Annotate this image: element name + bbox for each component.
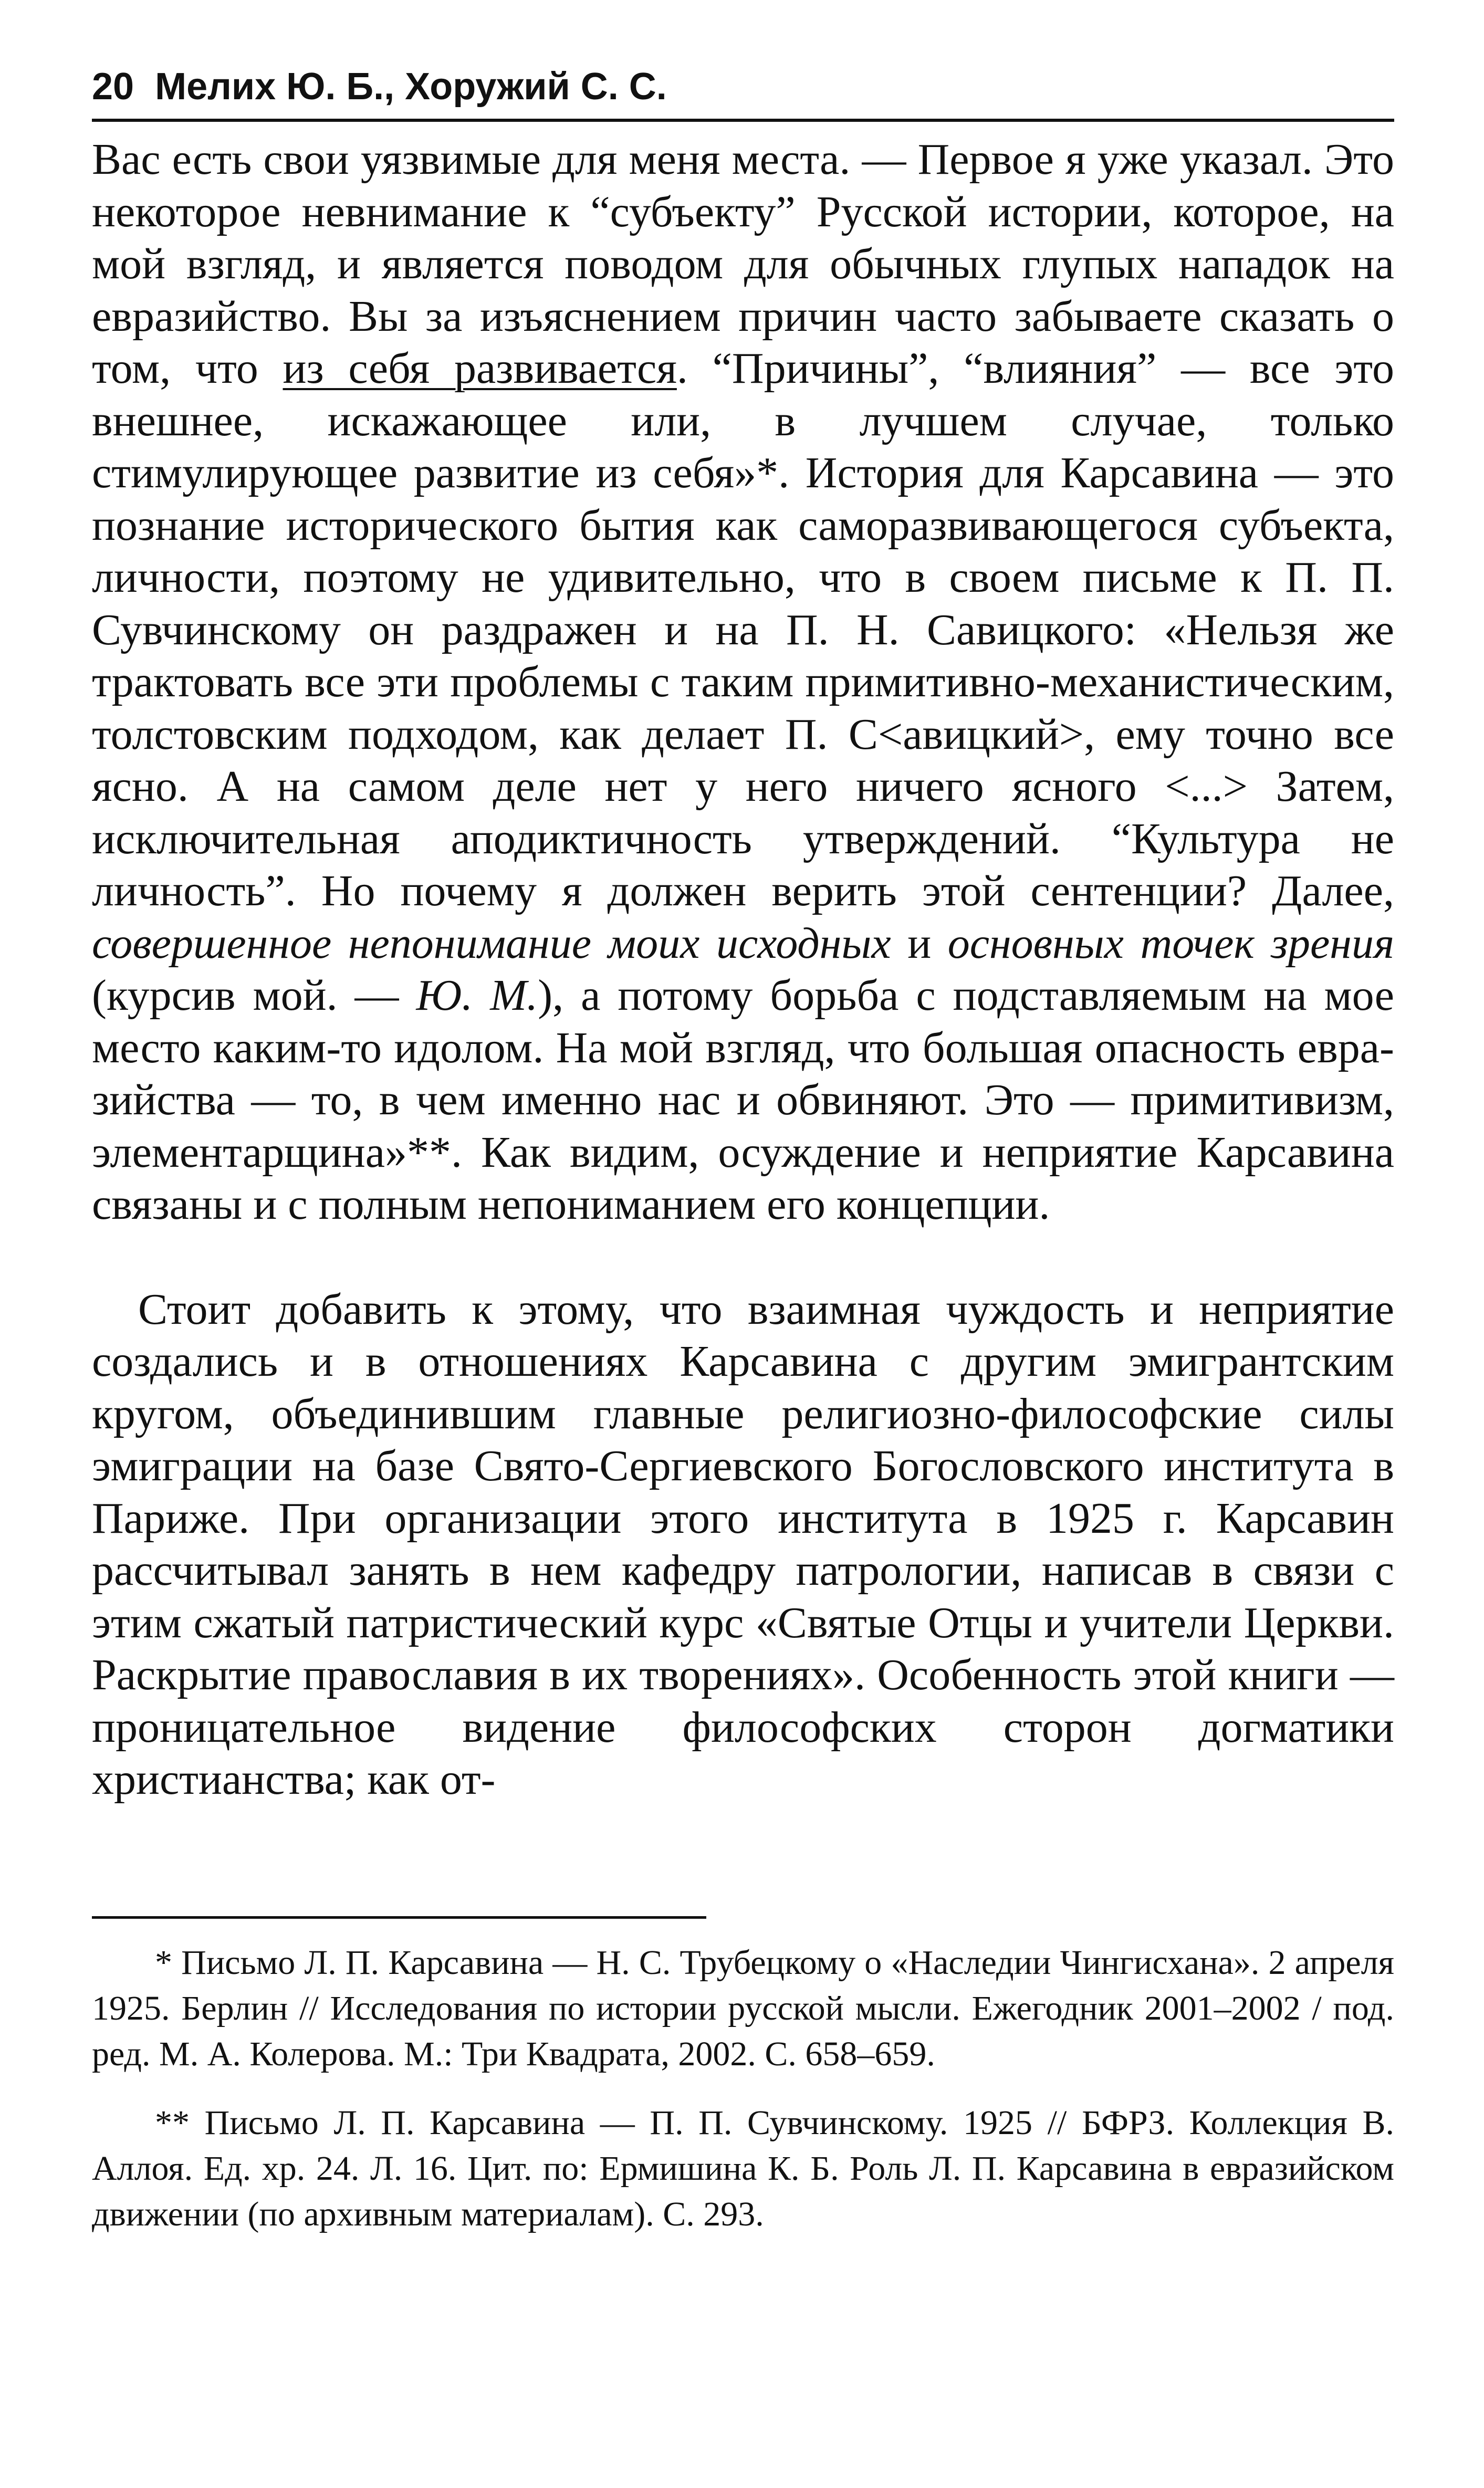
footnote-2: ** Письмо Л. П. Карсавина — П. П. Сувчинскому. 1925 // БФРЗ. Коллекция В. Аллоя. Ед. хр. 24. Л. 16. Цит. по: Ермишина К. Б. Роль Л. П. Карсавина в евразийском движении (по архивным материалам). С. 293. — [92, 2103, 1394, 2233]
paragraph-1-text-a: Вас есть свои уязвимые для меня места. — Первое я уже указал. Это некоторое невнимание к “субъекту” Русской истории, которое, на мой взгляд, и является поводом для обычных глупых нападок на евразийство. Вы за изъяснением причин часто забываете сказать о том, что — [92, 135, 1394, 393]
footnote-rule — [92, 1916, 706, 1919]
book-page — [92, 58, 1394, 2237]
body-paragraph-1 — [92, 133, 1394, 1231]
body-paragraph-2: Стоит добавить к этому, что взаимная чуждость и неприятие создались и в отношениях Карсавина с другим эмигрантским кругом, объединившим главные религиозно-философские силы эмиграции на базе Свято-Сергиевского Богословского института в Париже. При организации этого института в 1925 г. Карсавин рассчитывал занять в нем кафедру патрологии, написав в связи с этим сжатый патристический курс «Святые Отцы и учители Церкви. Раскрытие православия в их творениях». Особенность этой книги — проницательное видение философских сторон догматики христианства; как от- — [92, 1284, 1394, 1804]
underlined-phrase: из себя развивается — [283, 344, 677, 393]
italic-phrase-1: совершенное непонимание моих исходных — [92, 918, 891, 968]
running-head — [92, 58, 1394, 116]
paragraph-1-text-b: . “Причины”, “влияния” — все это внешнее, искажающее или, в лучшем случае, только стимулирующее развитие из себя»*. История для Карсавина — это познание исторического бытия как саморазвивающегося субъекта, личности, поэтому не удивительно, что в своем письме к П. П. Сувчинскому он раздражен и на П. Н. Савицкого: «Нельзя же трактовать все эти проблемы с таким примитивно-механистическим, толстовским подходом, как делает П. С<авицкий>, ему точно все ясно. А на самом деле нет у него ничего ясного <...> Затем, исключительная аподиктичность утверждений. “Культура не личность”. Но почему я должен верить этой сентенции? Далее, — [92, 344, 1394, 915]
italic-phrase-2: основных точек зрения — [947, 918, 1394, 968]
paragraph-1-text-d: (курсив мой. — — [92, 971, 416, 1020]
paragraph-1-text-e: ), а потому борьба с подставляемым на мое место каким-то идолом. На мой взгляд, что большая опасность евразийства — то, в чем именно нас и обвиняют. Это — примитивизм, элементарщина»**. Как видим, осуждение и неприятие Карсавина связаны и с полным непониманием его концепции. — [92, 971, 1394, 1229]
paragraph-1-text-c: и — [891, 918, 948, 968]
running-head-authors: Мелих Ю. Б., Хоружий С. С. — [155, 66, 667, 108]
italic-initials: Ю. М. — [416, 971, 538, 1020]
page-number: 20 — [92, 66, 134, 108]
footnote-1: * Письмо Л. П. Карсавина — Н. С. Трубецкому о «Наследии Чингисхана». 2 апреля 1925. Берлин // Исследования по истории русской мысли. Ежегодник 2001–2002 / под. ред. М. А. Колерова. М.: Три Квадрата, 2002. С. 658–659. — [92, 1943, 1394, 2073]
header-rule — [92, 119, 1394, 122]
